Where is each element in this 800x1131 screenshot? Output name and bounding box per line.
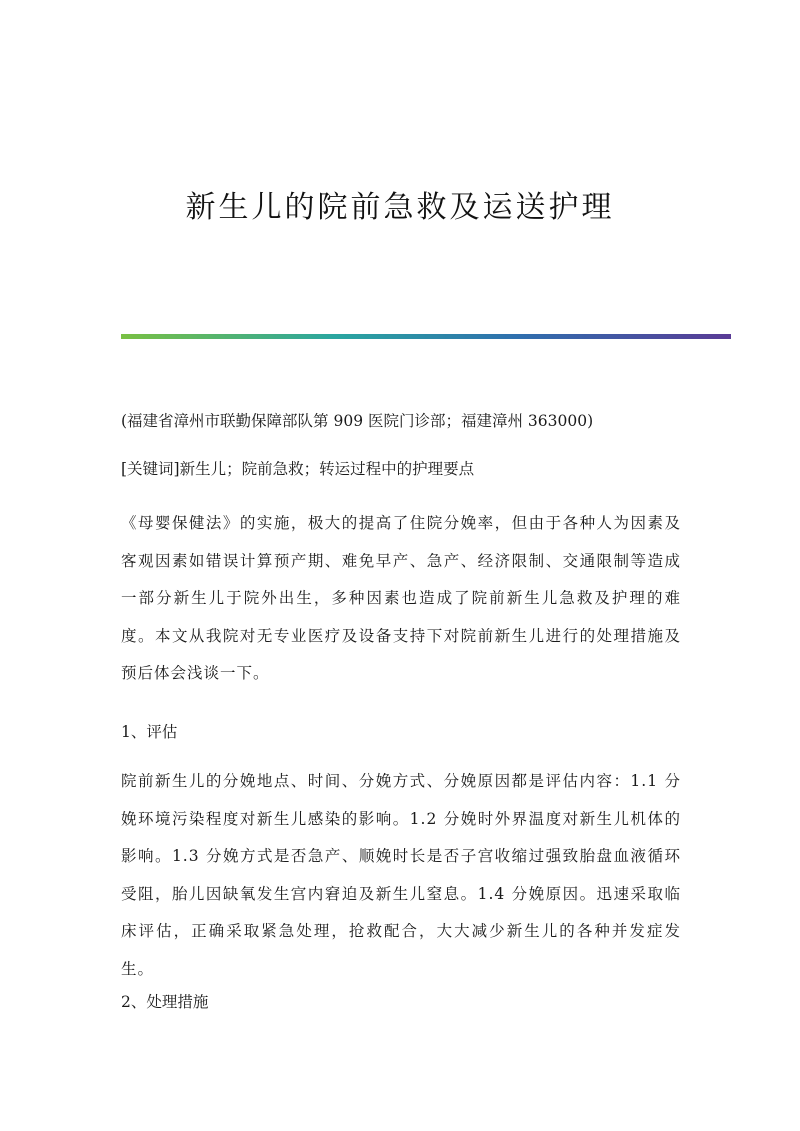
assessment-paragraph: 院前新生儿的分娩地点、时间、分娩方式、分娩原因都是评估内容：1.1 分娩环境污染程度对新生儿感染的影响。1.2 分娩时外界温度对新生儿机体的影响。1.3 分娩方式是否急产、顺娩时长是否子宫收缩过强致胎盘血液循环受阻，胎儿因缺氧发生宫内窘迫及新生儿窒息。1.4 分娩原因。迅速采取临床评估，正确采取紧急处理，抢救配合，大大减少新生儿的各种并发症发生。 bbox=[121, 772, 681, 978]
section-heading-measures: 2、处理措施 bbox=[121, 993, 209, 1011]
keywords-line: [关键词]新生儿；院前急救；转运过程中的护理要点 bbox=[121, 460, 475, 478]
intro-paragraph: 《母婴保健法》的实施，极大的提高了住院分娩率，但由于各种人为因素及客观因素如错误计算预产期、难免早产、急产、经济限制、交通限制等造成一部分新生儿于院外出生，多种因素也造成了院前新生儿急救及护理的难度。本文从我院对无专业医疗及设备支持下对院前新生儿进行的处理措施及预后体会浅谈一下。 bbox=[121, 514, 681, 682]
section-heading-assessment: 1、评估 bbox=[121, 723, 178, 741]
author-affiliation: (福建省漳州市联勤保障部队第 909 医院门诊部；福建漳州 363000) bbox=[121, 412, 594, 430]
document-title: 新生儿的院前急救及运送护理 bbox=[185, 190, 615, 225]
title-divider bbox=[121, 334, 731, 339]
